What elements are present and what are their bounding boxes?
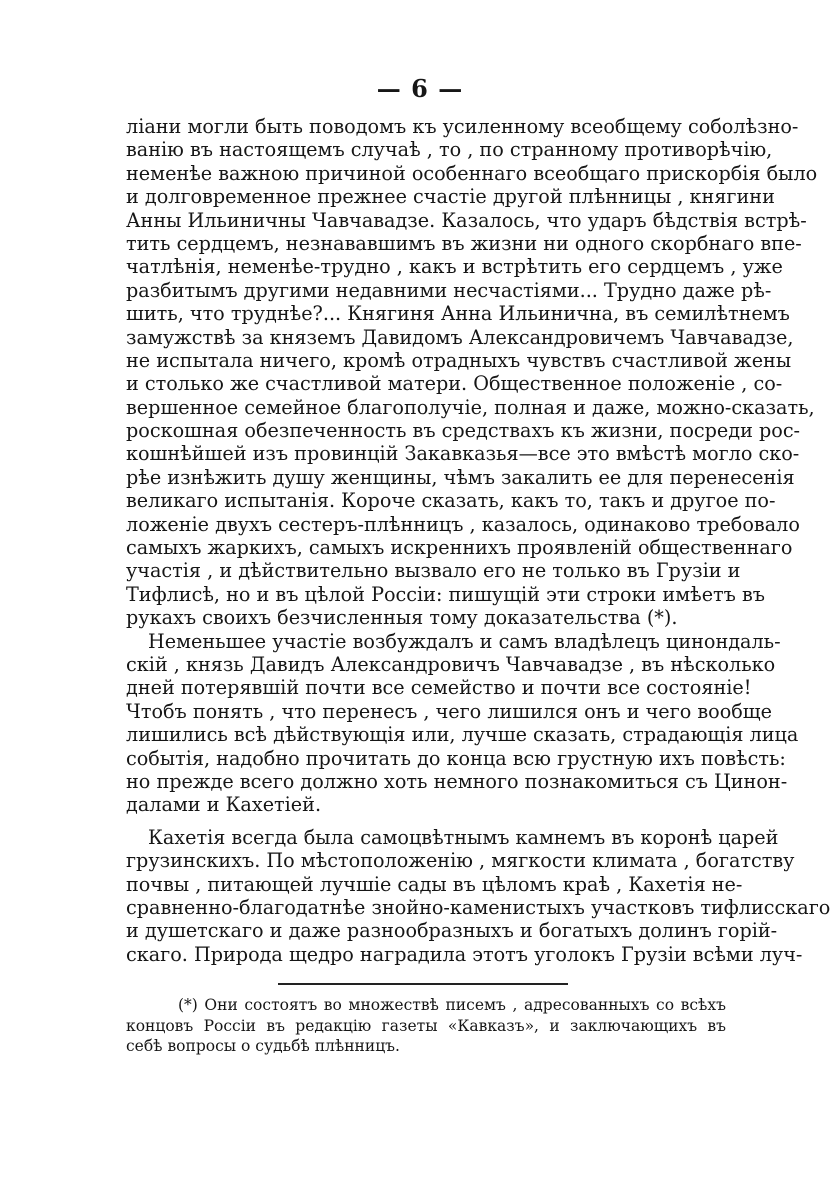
- text-line: сравненно-благодатнѣе знойно-каменистыхъ участковъ тифлисскаго: [126, 895, 831, 919]
- text-line: участія , и дѣйствительно вызвало его не только въ Грузіи и: [126, 559, 741, 583]
- text-line: чатлѣнія, неменѣе-трудно , какъ и встрѣтить его сердцемъ , уже: [126, 255, 783, 279]
- text-line: грузинскихъ. По мѣстоположенію , мягкости климата , богатству: [126, 849, 795, 873]
- text-line: почвы , питающей лучшіе сады въ цѣломъ краѣ , Кахетія не-: [126, 872, 743, 896]
- text-line: лишились всѣ дѣйствующія или, лучше сказать, страдающія лица: [126, 723, 799, 747]
- text-line: неменѣе важною причиной особеннаго всеобщаго прискорбія было: [126, 161, 818, 185]
- page-number: — 6 —: [376, 74, 464, 103]
- footnote: [126, 995, 726, 1057]
- text-line: Анны Ильиничны Чавчавадзе. Казалось, что ударъ бѣдствія встрѣ-: [126, 208, 807, 232]
- text-line: скій , князь Давидъ Александровичъ Чавчавадзе , въ нѣсколько: [126, 652, 776, 676]
- footnote-line: концовъ Россіи въ редакцію газеты «Кавказъ», и заключающихъ въ: [126, 1016, 726, 1035]
- text-line: разбитымъ другими недавними несчастіями... Трудно даже рѣ-: [126, 278, 772, 302]
- text-line: рукахъ своихъ безчисленныя тому доказательства (*).: [126, 606, 678, 630]
- text-line: но прежде всего должно хоть немного познакомиться съ Цинон-: [126, 769, 788, 793]
- text-line: событія, надобно прочитать до конца всю грустную ихъ повѣсть:: [126, 746, 786, 770]
- text-line: тить сердцемъ, незнававшимъ въ жизни ни одного скорбнаго впе-: [126, 231, 802, 255]
- text-line: далами и Кахетіей.: [126, 793, 322, 817]
- text-line: великаго испытанія. Короче сказать, какъ то, такъ и другое по-: [126, 489, 776, 513]
- text-line: рѣе изнѣжить душу женщины, чѣмъ закалить ее для перенесенія: [126, 465, 795, 489]
- text-line: скаго. Природа щедро наградила этотъ уголокъ Грузіи всѣми луч-: [126, 942, 803, 966]
- text-line: самыхъ жаркихъ, самыхъ искреннихъ проявленій общественнаго: [126, 536, 793, 560]
- text-line: замужствѣ за княземъ Давидомъ Александровичемъ Чавчавадзе,: [126, 325, 794, 349]
- paragraph-gap: [126, 817, 726, 826]
- text-line: вершенное семейное благополучіе, полная и даже, можно-сказать,: [126, 395, 815, 419]
- text-line: и долговременное прежнее счастіе другой плѣнницы , княгини: [126, 185, 775, 209]
- text-line: ложеніе двухъ сестеръ-плѣнницъ , казалось, одинаково требовало: [126, 512, 800, 536]
- text-line: ліани могли быть поводомъ къ усиленному всеобщему соболѣзно-: [126, 115, 799, 138]
- text-line: роскошная обезпеченность въ средствахъ къ жизни, посреди рос-: [126, 419, 801, 443]
- text-line: Чтобъ понять , что перенесъ , чего лишился онъ и чего вообще: [126, 699, 772, 723]
- text-line: кошнѣйшей изъ провинцій Закавказья—все это вмѣстѣ могло ско-: [126, 442, 800, 466]
- footnote-divider: [278, 983, 568, 985]
- main-text: [126, 115, 831, 966]
- text-line: ванію въ настоящемъ случаѣ , то , по странному противорѣчію,: [126, 138, 773, 162]
- text-line: шить, что труднѣе?... Княгиня Анна Ильинична, въ семилѣтнемъ: [126, 302, 790, 326]
- text-line: и душетскаго и даже разнообразныхъ и богатыхъ долинъ горій-: [126, 919, 778, 943]
- footnote-line: (*) Они состоятъ во множествѣ писемъ , адресованныхъ со всѣхъ: [178, 996, 726, 1014]
- footnote-line: себѣ вопросы о судьбѣ плѣнницъ.: [126, 1037, 400, 1055]
- text-line: дней потерявшій почти все семейство и почти все состояніе!: [126, 676, 752, 700]
- text-line: Тифлисѣ, но и въ цѣлой Россіи: пишущій эти строки имѣетъ въ: [126, 582, 765, 606]
- text-line: не испытала ничего, кромѣ отрадныхъ чувствъ счастливой жены: [126, 348, 792, 372]
- text-line: Кахетія всегда была самоцвѣтнымъ камнемъ въ коронѣ царей: [148, 825, 779, 849]
- text-line: и столько же счастливой матери. Общественное положеніе , со-: [126, 372, 783, 396]
- text-line: Неменьшее участіе возбуждалъ и самъ владѣлецъ цинондаль-: [148, 629, 781, 653]
